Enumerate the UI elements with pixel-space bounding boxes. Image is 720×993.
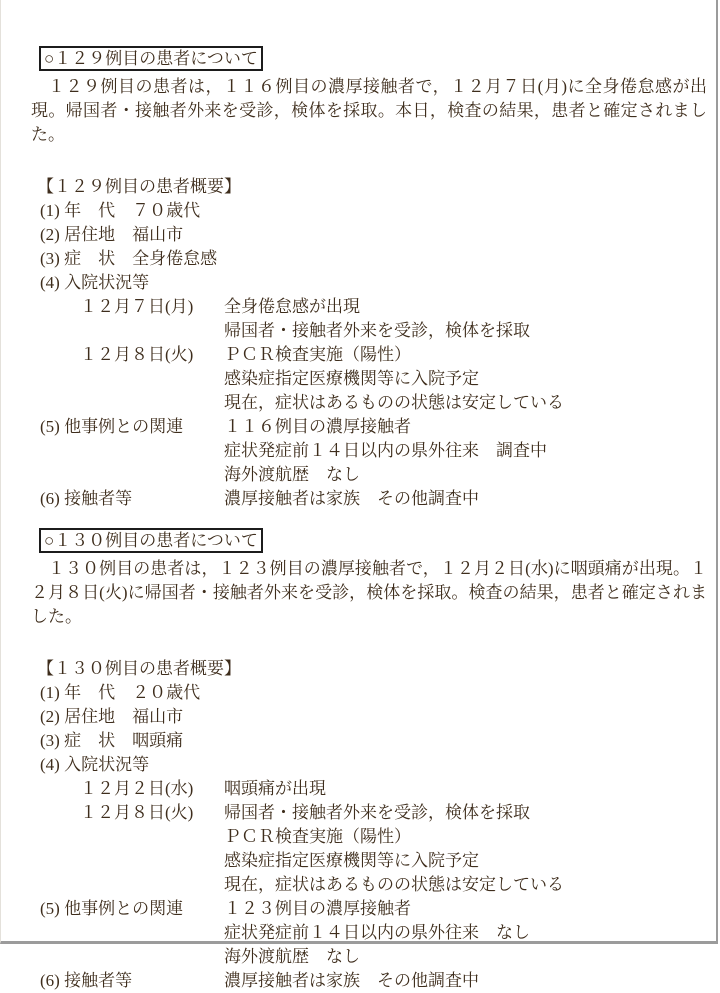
case-129-title: ○１２９例目の患者について	[44, 49, 258, 68]
timeline-date	[80, 391, 224, 415]
case-129-summary-heading: 【１２９例目の患者概要】	[37, 177, 241, 196]
timeline-date: １２月８日(火)	[80, 345, 194, 364]
timeline-desc: ＰＣＲ検査実施（陽性）	[224, 345, 411, 364]
summary-item-age: (1) 年 代 ２０歳代	[40, 683, 201, 702]
timeline-row	[40, 439, 706, 463]
timeline-date	[80, 921, 224, 945]
timeline-desc: ＰＣＲ検査実施（陽性）	[224, 827, 411, 846]
summary-item-hospitalization: (4) 入院状況等	[40, 273, 150, 292]
timeline-date	[80, 463, 224, 487]
timeline-date	[80, 319, 224, 343]
summary-item-related-cases-value: １２３例目の濃厚接触者	[224, 899, 411, 918]
timeline-row	[40, 295, 706, 319]
timeline-date	[80, 439, 224, 463]
summary-item-hospitalization: (4) 入院状況等	[40, 755, 150, 774]
timeline-desc: 現在，症状はあるものの状態は安定している	[224, 393, 564, 412]
case-129-intro-paragraph: １２９例目の患者は，１１６例目の濃厚接触者で，１２月７日(月)に全身倦怠感が出現。帰国者・接触者外来を受診，検体を採取。本日，検査の結果，患者と確定されました。	[31, 77, 707, 144]
summary-item-symptoms: (3) 症 状 全身倦怠感	[40, 249, 218, 268]
summary-item-residence: (2) 居住地 福山市	[40, 225, 184, 244]
summary-item-related-cases: (5) 他事例との関連	[40, 899, 184, 918]
case-130-title-box	[39, 528, 263, 553]
summary-row	[40, 415, 706, 439]
summary-item-residence: (2) 居住地 福山市	[40, 707, 184, 726]
timeline-date: １２月７日(月)	[80, 297, 194, 316]
timeline-row	[40, 367, 706, 391]
timeline-date	[80, 825, 224, 849]
summary-row	[40, 247, 706, 271]
summary-item-age: (1) 年 代 ７０歳代	[40, 201, 201, 220]
timeline-row	[40, 343, 706, 367]
timeline-desc: 感染症指定医療機関等に入院予定	[224, 851, 479, 870]
case-129-title-box	[39, 46, 263, 71]
case-130-intro-paragraph: １３０例目の患者は，１２３例目の濃厚接触者で，１２月２日(水)に咽頭痛が出現。１２月８日(火)に帰国者・接触者外来を受診，検体を採取。検査の結果，患者と確定されました。	[31, 559, 707, 626]
timeline-row	[40, 801, 706, 825]
timeline-desc: 感染症指定医療機関等に入院予定	[224, 369, 479, 388]
case-130-summary-heading: 【１３０例目の患者概要】	[37, 659, 241, 678]
timeline-date	[80, 849, 224, 873]
timeline-desc: 症状発症前１４日以内の県外往来 調査中	[224, 441, 547, 460]
summary-item-contacts: (6) 接触者等	[40, 489, 133, 508]
summary-item-contacts-value: 濃厚接触者は家族 その他調査中	[224, 971, 479, 990]
summary-item-contacts: (6) 接触者等	[40, 971, 133, 990]
timeline-desc: 海外渡航歴 なし	[224, 947, 360, 966]
timeline-desc: 帰国者・接触者外来を受診，検体を採取	[224, 321, 530, 340]
summary-row	[40, 271, 706, 295]
summary-item-contacts-value: 濃厚接触者は家族 その他調査中	[224, 489, 479, 508]
timeline-desc: 帰国者・接触者外来を受診，検体を採取	[224, 803, 530, 822]
summary-item-symptoms: (3) 症 状 咽頭痛	[40, 731, 184, 750]
timeline-desc: 全身倦怠感が出現	[224, 297, 360, 316]
timeline-row	[40, 873, 706, 897]
summary-row	[40, 199, 706, 223]
timeline-date	[80, 873, 224, 897]
summary-row	[40, 897, 706, 921]
case-130-summary-rows	[40, 681, 706, 993]
timeline-date	[80, 945, 224, 969]
case-129-summary-rows	[40, 199, 706, 511]
timeline-desc: 咽頭痛が出現	[224, 779, 326, 798]
summary-row	[40, 969, 706, 993]
timeline-row	[40, 463, 706, 487]
summary-row	[40, 729, 706, 753]
section-case-129	[31, 46, 706, 511]
timeline-row	[40, 849, 706, 873]
timeline-date: １２月２日(水)	[80, 779, 194, 798]
timeline-date	[80, 367, 224, 391]
timeline-row	[40, 319, 706, 343]
timeline-row	[40, 825, 706, 849]
timeline-row	[40, 945, 706, 969]
summary-item-related-cases-value: １１６例目の濃厚接触者	[224, 417, 411, 436]
timeline-row	[40, 921, 706, 945]
timeline-desc: 海外渡航歴 なし	[224, 465, 360, 484]
case-130-title: ○１３０例目の患者について	[44, 531, 258, 550]
timeline-desc: 現在，症状はあるものの状態は安定している	[224, 875, 564, 894]
summary-row	[40, 705, 706, 729]
summary-row	[40, 681, 706, 705]
timeline-date: １２月８日(火)	[80, 803, 194, 822]
summary-item-related-cases: (5) 他事例との関連	[40, 417, 184, 436]
summary-row	[40, 223, 706, 247]
timeline-row	[40, 777, 706, 801]
timeline-desc: 症状発症前１４日以内の県外往来 なし	[224, 923, 530, 942]
summary-row	[40, 753, 706, 777]
section-case-130	[31, 528, 706, 993]
summary-row	[40, 487, 706, 511]
timeline-row	[40, 391, 706, 415]
